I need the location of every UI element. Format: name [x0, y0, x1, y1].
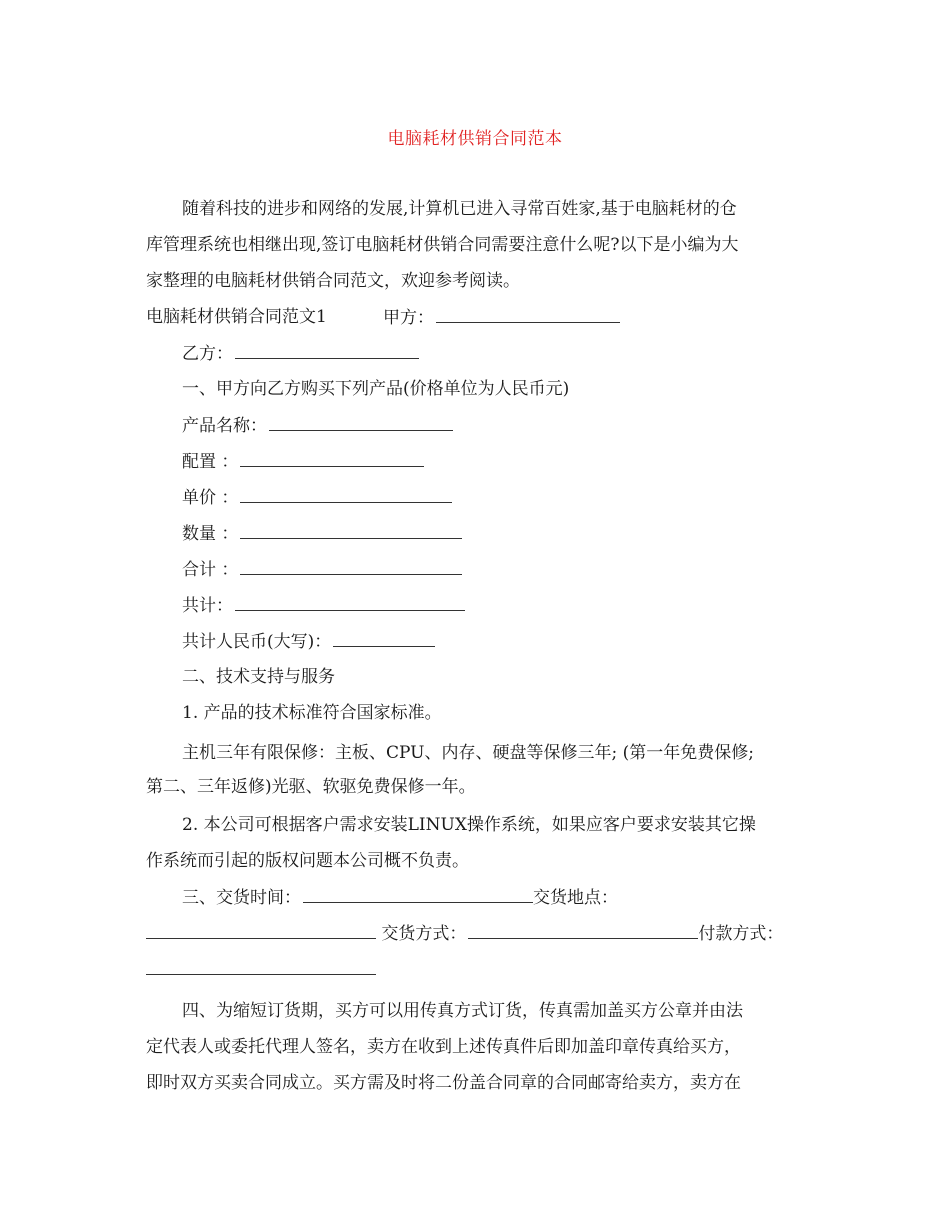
party-b-blank	[235, 342, 419, 359]
section4-line1: 四、为缩短订货期，买方可以用传真方式订货，传真需加盖买方公章并由法	[182, 1001, 743, 1021]
delivery-time-row	[182, 886, 618, 909]
subtotal-blank	[240, 558, 462, 575]
warranty-line-1: 主机三年有限保修：主板、CPU、内存、硬盘等保修三年; (第一年免费保修;	[182, 743, 754, 763]
config-row	[182, 450, 424, 473]
delivery-time-label: 三、交货时间：	[182, 888, 301, 908]
payment-method-label: 付款方式：	[698, 924, 784, 944]
total-label: 共计：	[182, 596, 233, 616]
quantity-blank	[240, 522, 462, 539]
delivery-place-blank	[146, 922, 376, 939]
party-a-row	[383, 306, 620, 329]
section2-item1: 1. 产品的技术标准符合国家标准。	[182, 703, 442, 723]
warranty-line-2: 第二、三年返修)光驱、软驱免费保修一年。	[146, 777, 476, 797]
party-a-blank	[436, 306, 620, 323]
party-b-label: 乙方：	[182, 344, 233, 364]
delivery-place-label: 交货地点：	[533, 888, 618, 908]
section4-line2: 定代表人或委托代理人签名，卖方在收到上述传真件后即加盖印章传真给买方，	[146, 1037, 741, 1057]
sample-heading: 电脑耗材供销合同范文1	[146, 307, 327, 327]
party-a-label: 甲方：	[383, 308, 434, 328]
intro-line-3: 家整理的电脑耗材供销合同范文，欢迎参考阅读。	[146, 271, 520, 291]
delivery-method-blank	[468, 922, 698, 939]
quantity-row	[182, 522, 462, 545]
document-title: 电脑耗材供销合同范本	[387, 129, 563, 149]
section1-heading: 一、甲方向乙方购买下列产品(价格单位为人民币元)	[182, 379, 570, 399]
delivery-method-label: 交货方式：	[381, 924, 467, 944]
intro-line-2: 库管理系统也相继出现,签订电脑耗材供销合同需要注意什么呢?以下是小编为大	[146, 235, 739, 255]
total-rmb-label: 共计人民币(大写)：	[182, 632, 332, 652]
subtotal-row	[182, 558, 462, 581]
section2-heading: 二、技术支持与服务	[182, 667, 335, 687]
party-b-row	[182, 342, 419, 365]
section2-item2-line2: 作系统而引起的版权问题本公司概不负责。	[146, 851, 469, 871]
quantity-label: 数量 ：	[182, 524, 239, 544]
payment-method-blank-row	[146, 958, 376, 981]
product-name-row	[182, 414, 453, 437]
section4-line3: 即时双方买卖合同成立。买方需及时将二份盖合同章的合同邮寄给卖方，卖方在	[146, 1073, 741, 1093]
subtotal-label: 合计 ：	[182, 560, 239, 580]
total-blank	[235, 594, 465, 611]
delivery-time-blank	[303, 886, 533, 903]
total-rmb-blank	[333, 630, 435, 647]
delivery-method-row	[146, 922, 783, 945]
total-row	[182, 594, 465, 617]
unit-price-label: 单价 ：	[182, 488, 239, 508]
section2-item2-line1: 2. 本公司可根据客户需求安装LINUX操作系统，如果应客户要求安装其它操	[182, 815, 756, 835]
unit-price-row	[182, 486, 452, 509]
product-name-label: 产品名称：	[182, 416, 267, 436]
config-label: 配置 ：	[182, 452, 239, 472]
unit-price-blank	[240, 486, 452, 503]
total-rmb-row	[182, 630, 435, 653]
payment-method-blank	[146, 958, 376, 975]
product-name-blank	[269, 414, 453, 431]
config-blank	[240, 450, 424, 467]
intro-line-1: 随着科技的进步和网络的发展,计算机已进入寻常百姓家,基于电脑耗材的仓	[182, 199, 737, 219]
